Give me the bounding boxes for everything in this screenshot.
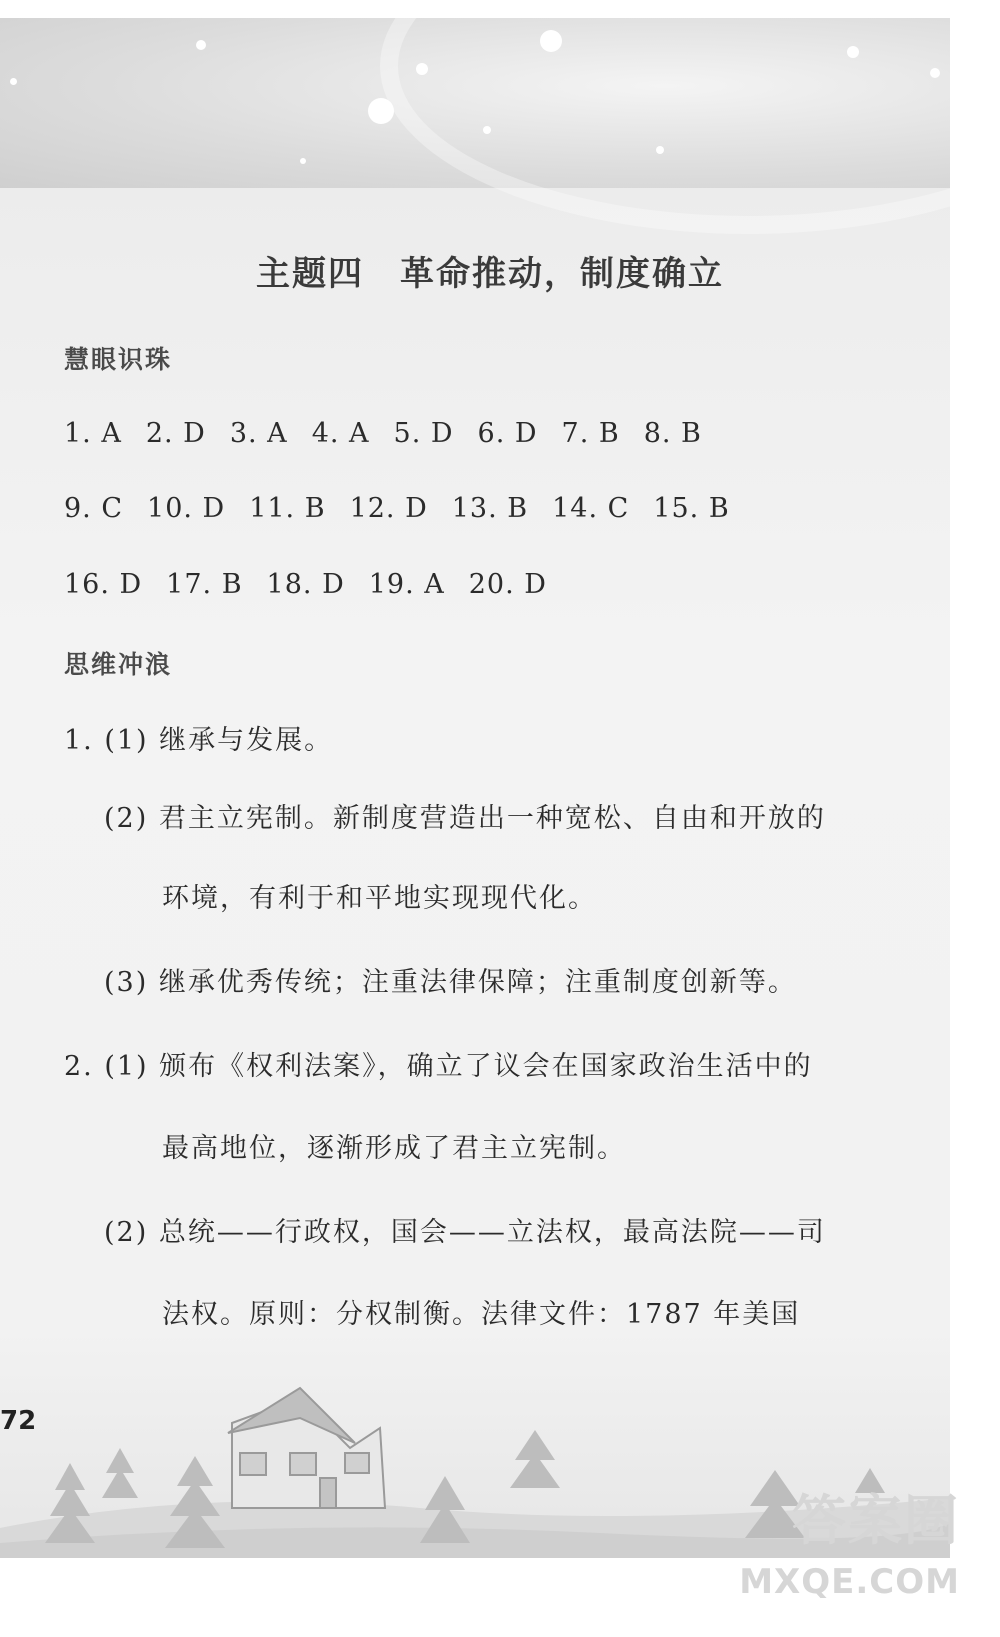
answer-item: 7. B xyxy=(561,418,620,449)
decorative-swoosh xyxy=(380,18,950,234)
section-heading-2: 思维冲浪 xyxy=(64,650,173,679)
q2-line-4: 法权。原则：分权制衡。法律文件：1787 年美国 xyxy=(162,1299,801,1330)
answer-item: 17. B xyxy=(166,569,243,600)
snowflake xyxy=(10,78,17,85)
q1-line-3: 环境，有利于和平地实现现代化。 xyxy=(162,883,597,914)
watermark-url: MXQE.COM xyxy=(739,1562,960,1602)
answer-item: 13. B xyxy=(451,493,529,524)
q1-line-1: 1. (1) 继承与发展。 xyxy=(64,725,334,756)
answer-row-3 xyxy=(64,569,571,600)
q2-line-1: 2. (1) 颁布《权利法案》，确立了议会在国家政治生活中的 xyxy=(64,1051,813,1082)
snowflake xyxy=(930,68,940,78)
answer-item: 19. A xyxy=(368,569,445,600)
watermark-logo-text: 答案圈 xyxy=(792,1489,960,1552)
answer-item: 4. A xyxy=(311,418,370,449)
q2-line-3: (2) 总统——行政权，国会——立法权，最高法院——司 xyxy=(104,1217,826,1248)
section-heading-1: 慧眼识珠 xyxy=(64,345,173,374)
snowflake xyxy=(300,158,306,164)
answer-item: 8. B xyxy=(643,418,702,449)
answer-item: 2. D xyxy=(145,418,206,449)
answer-item: 5. D xyxy=(393,418,454,449)
page-number: 72 xyxy=(0,1406,37,1436)
answer-row-2 xyxy=(64,493,754,524)
snowflake xyxy=(368,98,394,124)
answer-item: 20. D xyxy=(468,569,547,600)
snowflake xyxy=(196,40,206,50)
watermark xyxy=(740,1478,960,1628)
answer-item: 9. C xyxy=(64,493,124,524)
snowflake xyxy=(656,146,664,154)
snowflake xyxy=(540,30,562,52)
page xyxy=(0,18,950,1558)
answer-item: 10. D xyxy=(147,493,226,524)
answer-item: 15. B xyxy=(653,493,730,524)
answer-item: 1. A xyxy=(64,418,122,449)
answer-item: 12. D xyxy=(349,493,428,524)
snowflake xyxy=(416,63,428,75)
answer-item: 11. B xyxy=(249,493,326,524)
answer-item: 14. C xyxy=(552,493,630,524)
answer-item: 16. D xyxy=(64,569,143,600)
answer-item: 18. D xyxy=(266,569,345,600)
page-title: 主题四 革命推动，制度确立 xyxy=(256,254,724,294)
q1-line-2: (2) 君主立宪制。新制度营造出一种宽松、自由和开放的 xyxy=(104,803,826,834)
answer-row-1 xyxy=(64,418,726,449)
snowflake xyxy=(483,126,491,134)
answer-item: 3. A xyxy=(229,418,288,449)
house xyxy=(228,1388,385,1508)
q2-line-2: 最高地位，逐渐形成了君主立宪制。 xyxy=(162,1133,626,1164)
q1-line-4: (3) 继承优秀传统；注重法律保障；注重制度创新等。 xyxy=(104,967,797,998)
answer-item: 6. D xyxy=(477,418,538,449)
snowflake xyxy=(847,46,859,58)
